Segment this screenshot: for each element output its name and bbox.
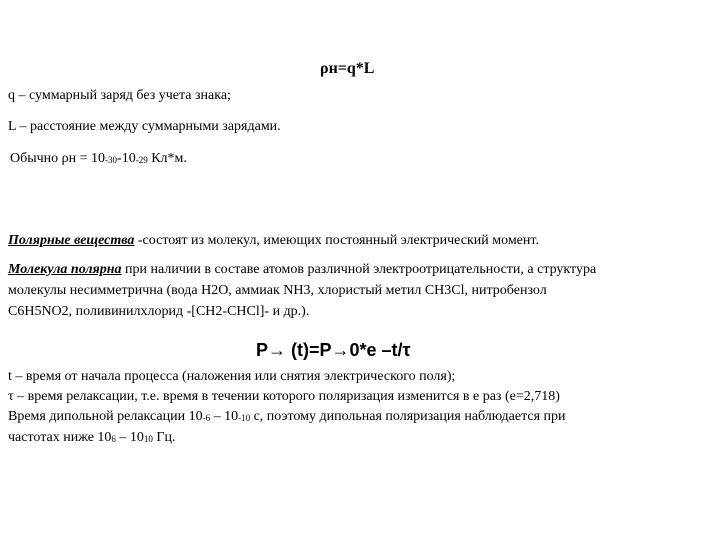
- polar-molecule-line-3: C6H5NO2, поливинилхлорид -[CH2-CHCl]- и др.).: [8, 304, 310, 319]
- rho-index: н: [328, 60, 338, 77]
- relaxation-formula: P→ (t)=P→0*e –t/τ: [256, 340, 411, 360]
- symbol-q: q: [8, 88, 15, 103]
- dipole-moment-formula: [320, 60, 374, 78]
- polar-substances-paragraph: [8, 233, 539, 249]
- polar-molecule-paragraph: [8, 259, 596, 322]
- definition-l: [8, 119, 281, 135]
- polar-molecule-line-1: Молекула полярна при наличии в составе атомов различной электроотрицательности, а структура: [8, 262, 597, 277]
- usual-value: Обычно $\rho н = 10_{-30}-10_{-29}$ Кл*м.: [10, 151, 187, 166]
- polar-molecule-line-2: молекулы несимметрична (вода H2O, аммиак NH3, хлористый метил CH3Cl, нитробензол: [8, 283, 547, 298]
- formula-rest: =q*L: [337, 60, 375, 77]
- relaxation-line-1: t – время от начала процесса (наложения или снятия электрического поля);: [8, 369, 456, 384]
- symbol-l: L: [8, 119, 17, 134]
- polar-substances-term: Полярные вещества: [8, 233, 135, 248]
- definition-q-text: – суммарный заряд без учета знака;: [15, 88, 231, 103]
- polar-substances-text: -состоят из молекул, имеющих постоянный электрический момент.: [134, 233, 539, 248]
- relaxation-line-2: τ – время релаксации, т.е. время в течении которого поляризация изменится в е раз (е=2,718): [8, 389, 560, 404]
- definition-l-text: – расстояние между суммарными зарядами.: [16, 119, 281, 134]
- rho-symbol: ρ: [320, 60, 329, 77]
- relaxation-paragraph: [8, 367, 566, 449]
- relaxation-line-4: частотах ниже $10_6 - 10_{10}$ Гц.: [8, 430, 176, 445]
- polar-molecule-term: Молекула полярна: [8, 262, 122, 277]
- definition-q: [8, 88, 231, 104]
- relaxation-line-3: Время дипольной релаксации $10_{-6} - 10_{-10}$ с, поэтому дипольная поляризация наблюдается при: [8, 409, 566, 424]
